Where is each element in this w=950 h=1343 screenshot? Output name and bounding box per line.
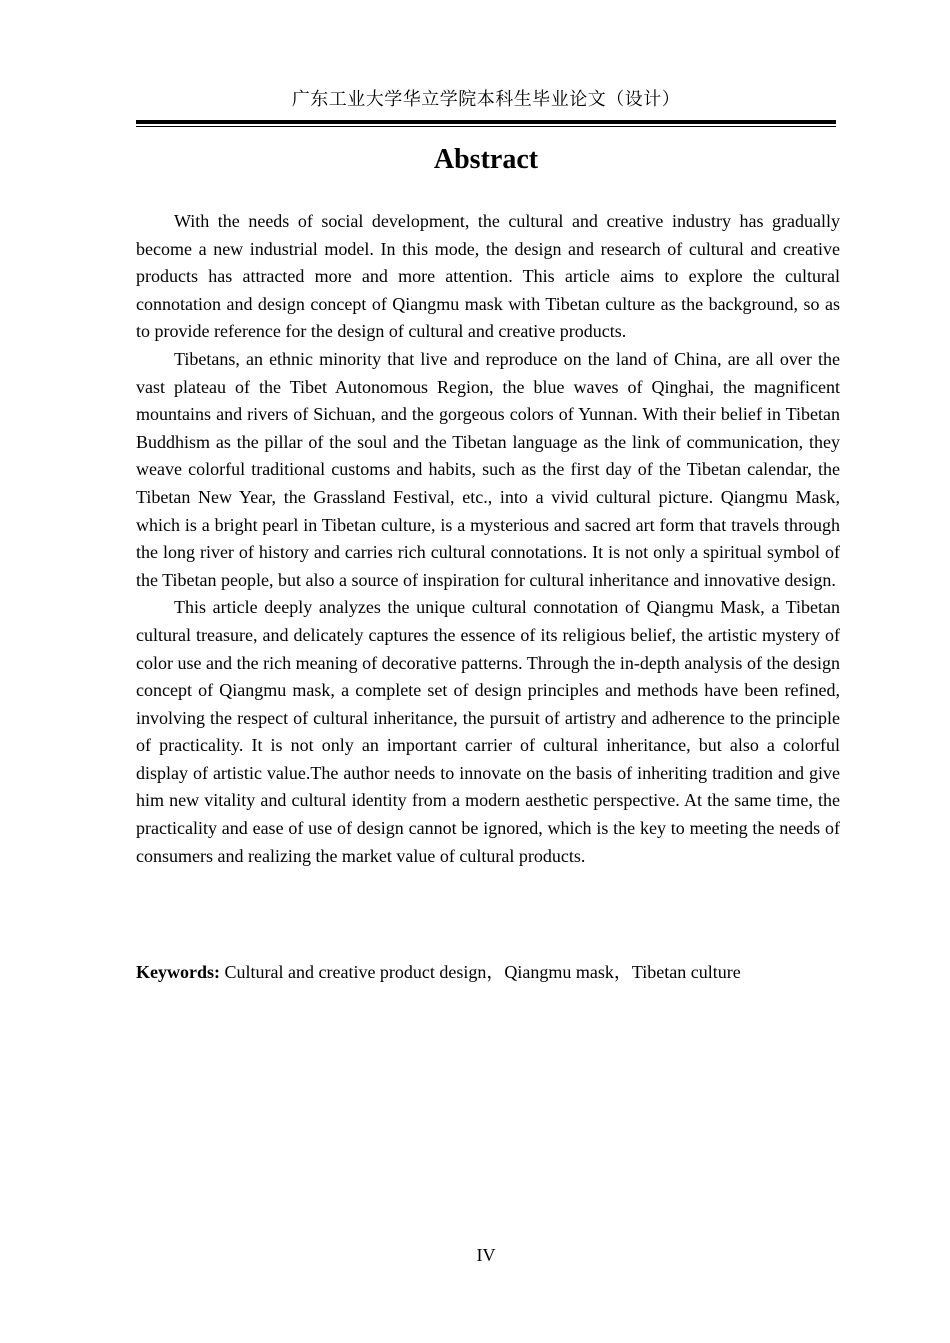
- keywords-line: [136, 959, 840, 987]
- keywords-text: Cultural and creative product design，Qiangmu mask，Tibetan culture: [224, 962, 741, 982]
- abstract-paragraph-1: With the needs of social development, the cultural and creative industry has gradually become a new industrial model. In this mode, the design and research of cultural and creative products has attracted more and more attention. This article aims to explore the cultural connotation and design concept of Qiangmu mask with Tibetan culture as the background, so as to provide reference for the design of cultural and creative products.: [136, 211, 840, 342]
- page-number: IV: [476, 1245, 496, 1265]
- abstract-heading: Abstract: [433, 144, 539, 175]
- keywords-label: Keywords:: [136, 962, 220, 982]
- header-rule-thin: [136, 126, 836, 127]
- page-header-title: 广东工业大学华立学院本科生毕业论文（设计）: [291, 89, 681, 110]
- header-rule-thick: [136, 120, 836, 124]
- abstract-paragraph-3: This article deeply analyzes the unique cultural connotation of Qiangmu Mask, a Tibetan cultural treasure, and delicately captures the essence of its religious belief, the artistic mystery of color use and the rich meaning of decorative patterns. Through the in-depth analysis of the design concept of Qiangmu mask, a complete set of design principles and methods have been refined, involving the respect of cultural inheritance, the pursuit of artistry and adherence to the principle of practicality. It is not only an important carrier of cultural inheritance, but also a colorful display of artistic value.The author needs to innovate on the basis of inheriting tradition and give him new vitality and cultural identity from a modern aesthetic perspective. At the same time, the practicality and ease of use of design cannot be ignored, which is the key to meeting the needs of consumers and realizing the market value of cultural products.: [136, 597, 840, 866]
- abstract-paragraph-2: Tibetans, an ethnic minority that live and reproduce on the land of China, are all over the vast plateau of the Tibet Autonomous Region, the blue waves of Qinghai, the magnificent mountains and rivers of Sichuan, and the gorgeous colors of Yunnan. With their belief in Tibetan Buddhism as the pillar of the soul and the Tibetan language as the link of communication, they weave colorful traditional customs and habits, such as the first day of the Tibetan calendar, the Tibetan New Year, the Grassland Festival, etc., into a vivid cultural picture. Qiangmu Mask, which is a bright pearl in Tibetan culture, is a mysterious and sacred art form that travels through the long river of history and carries rich cultural connotations. It is not only a spiritual symbol of the Tibetan people, but also a source of inspiration for cultural inheritance and innovative design.: [136, 348, 840, 590]
- abstract-body: [136, 208, 840, 870]
